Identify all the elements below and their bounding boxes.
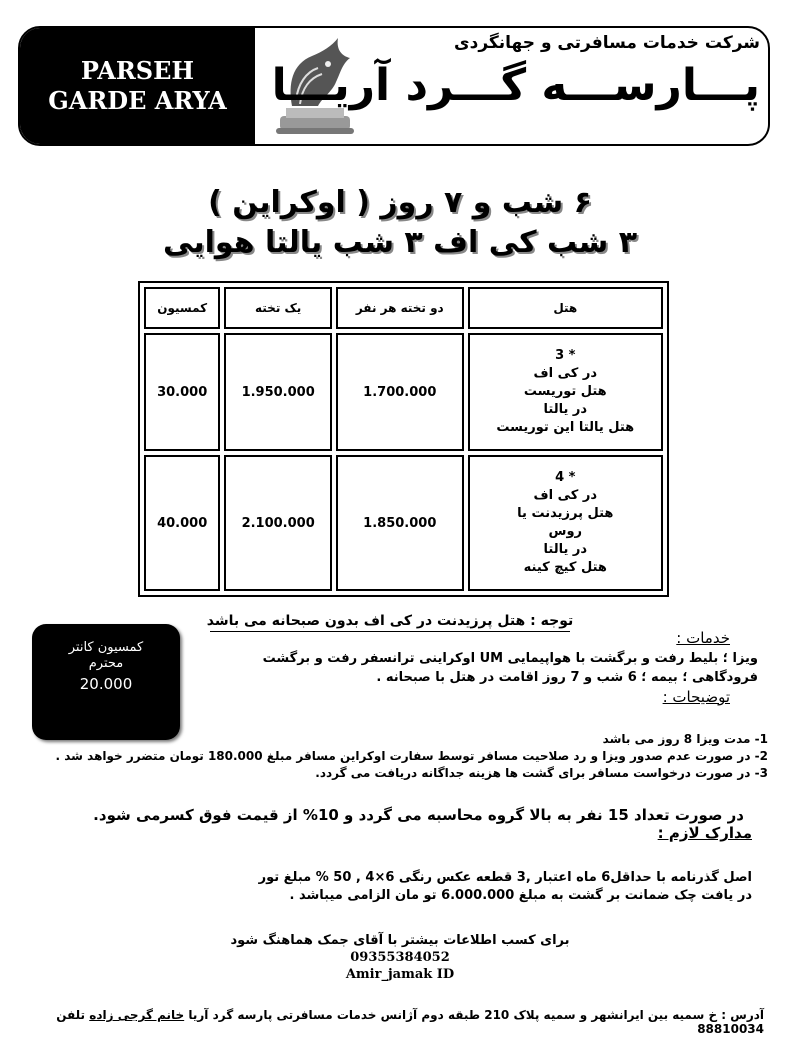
header-double: دو تخته هر نفر (336, 287, 464, 329)
price-table (138, 281, 669, 597)
hotel-line: هتل یالتا این توریست (496, 420, 635, 435)
hotel-cell (468, 455, 663, 591)
note-item: 1- مدت ویزا 8 روز می باشد (602, 732, 768, 746)
hotel-line: در کی اف (533, 366, 598, 381)
table-row (144, 333, 663, 451)
counter-commission-box (32, 624, 180, 740)
logo-line-2: GARDE ARYA (48, 86, 227, 115)
counter-label-2: محترم (88, 656, 124, 671)
note-underline (210, 631, 570, 632)
hotel-line: * 4 (555, 470, 576, 485)
hotel-line: در کی اف (533, 488, 598, 503)
tour-subtitle: ۳ شب کی اف ۳ شب یالتا هوایی (163, 225, 637, 260)
group-discount-text: در صورت تعداد 15 نفر به بالا گروه محاسبه می گردد و 10% از قیمت فوق کسرمی شود. (93, 806, 744, 824)
hotel-line: * 3 (555, 348, 576, 363)
company-name: پـــارســـه گـــرد آریـــا (271, 60, 760, 111)
double-price-cell: 1.700.000 (336, 333, 464, 451)
double-price-cell: 1.850.000 (336, 455, 464, 591)
address-text: آدرس : خ سمیه بین ایرانشهر و سمیه پلاک 210 طبقه دوم آژانس خدمات مسافرتی پارسه گرد آریا (188, 1008, 764, 1022)
hotel-line: هتل توریست (523, 384, 607, 399)
services-line: فرودگاهی ؛ بیمه ؛ 6 شب و 7 روز اقامت در هتل با صبحانه . (376, 670, 758, 685)
table-row (144, 455, 663, 591)
documents-heading: مدارک لازم : (657, 824, 752, 842)
contact-text: برای کسب اطلاعات بیشتر با آقای جمک هماهنگ شود (230, 933, 570, 948)
notes-heading: توضیحات : (662, 688, 730, 706)
counter-label: کمسیون کانتر (68, 640, 144, 655)
hotel-cell (468, 333, 663, 451)
table-header-row (144, 287, 663, 329)
note-item: 2- در صورت عدم صدور ویزا و رد صلاحیت مسافر توسط سفارت اوکراین مسافر مبلغ 180.000 تومان متضرر خواهد شد . (55, 749, 768, 763)
single-price-cell: 2.100.000 (224, 455, 332, 591)
header-hotel: هتل (468, 287, 663, 329)
documents-line: اصل گذرنامه با حداقل6 ماه اعتبار ,3 قطعه عکس رنگی 6×4 , 50 % مبلغ تور (258, 870, 752, 885)
commission-cell: 30.000 (144, 333, 220, 451)
company-subtitle: شرکت خدمات مسافرتی و جهانگردی (454, 33, 760, 53)
address-line (42, 1008, 764, 1036)
tour-title: ۶ شب و ۷ روز ( اوکراین ) (208, 185, 592, 220)
address-phone: تلفن 88810034 (56, 1008, 764, 1036)
contact-phone: 09355384052 (350, 950, 450, 965)
services-heading: خدمات : (676, 629, 730, 647)
header-commission: کمسیون (144, 287, 220, 329)
counter-amount: 20.000 (79, 675, 133, 693)
hotel-line: در یالتا (543, 542, 588, 557)
logo-block (20, 28, 255, 144)
hotel-line: هتل پرزیدنت یا (517, 506, 614, 521)
documents-line: در یافت چک ضمانت بر گشت به مبلغ 6.000.000 تو مان الزامی میباشد . (289, 888, 752, 903)
commission-cell: 40.000 (144, 455, 220, 591)
single-price-cell: 1.950.000 (224, 333, 332, 451)
header-single: یک تخته (224, 287, 332, 329)
hotel-line: در یالتا (543, 402, 588, 417)
note-item: 3- در صورت درخواست مسافر برای گشت ها هزینه جداگانه دریافت می گردد. (315, 766, 768, 780)
logo-line-1: PARSEH (80, 56, 195, 85)
address-manager: خانم گرجی زاده (89, 1008, 185, 1022)
breakfast-note: توجه : هتل پرزیدنت در کی اف بدون صبحانه می باشد (206, 613, 574, 629)
services-line: ویزا ؛ بلیط رفت و برگشت با هواپیمایی UM اوکراینی ترانسفر رفت و برگشت (262, 651, 758, 666)
contact-id: Amir_jamak ID (345, 967, 455, 982)
hotel-line: هتل کیچ کینه (523, 560, 607, 575)
hotel-line: روس (548, 524, 583, 539)
